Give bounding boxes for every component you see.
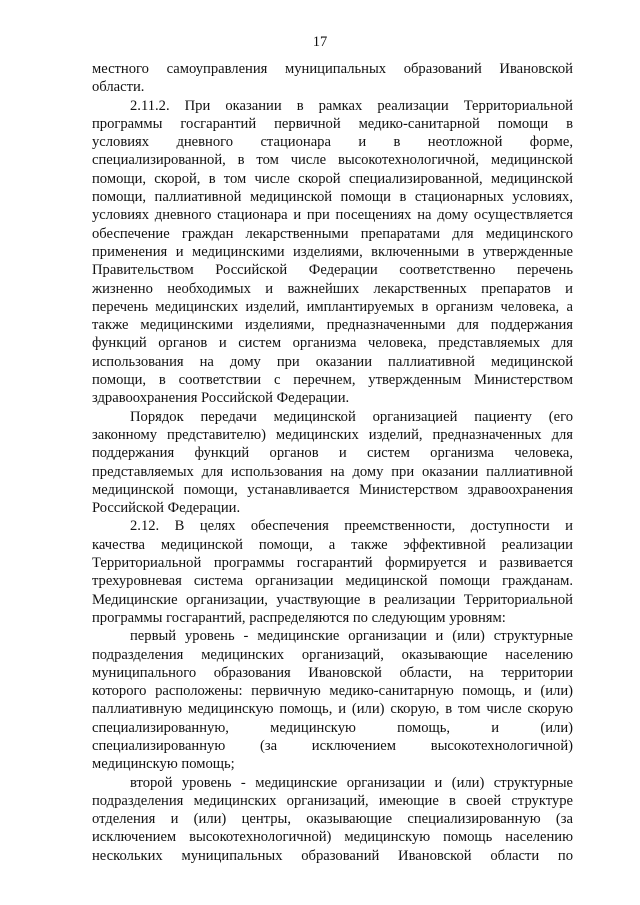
text-line: функций органов и систем организма человека, представляемых для (92, 335, 573, 352)
text-line: нескольких муниципальных образований Ивановской области по (92, 847, 573, 864)
text-line: помощи, паллиативной медицинской помощи в стационарных условиях, (92, 189, 573, 206)
text-line: второй уровень - медицинские организации и (или) структурные (130, 774, 573, 791)
text-line: законному представителю) медицинских изделий, предназначенных для (92, 426, 573, 443)
text-line: здравоохранения Российской Федерации. (92, 390, 350, 407)
text-line: первый уровень - медицинские организации и (или) структурные (130, 628, 573, 645)
text-line: программы госгарантий первичной медико-санитарной помощи в (92, 115, 573, 132)
text-line: специализированную (за исключением высокотехнологичной) (92, 737, 573, 754)
text-line: исключением высокотехнологичной) медицинскую помощь населению (92, 829, 573, 846)
text-line: паллиативную медицинскую помощь, и (или) скорую, в том числе скорую (92, 701, 573, 718)
text-line: области. (92, 79, 145, 96)
text-line: программы госгарантий, распределяются по следующим уровням: (92, 609, 506, 626)
text-line: перечень медицинских изделий, имплантируемых в организм человека, а (92, 298, 573, 315)
text-line: жизненно необходимых и важнейших лекарственных препаратов и (92, 280, 573, 297)
text-line: представляемых для использования на дому при оказании паллиативной (92, 463, 573, 480)
text-line: подразделения медицинских организаций, имеющие в своей структуре (92, 792, 573, 809)
text-line: применения и медицинскими изделиями, включенными в утвержденные (92, 243, 573, 260)
text-line: 2.11.2. При оказании в рамках реализации Территориальной (130, 97, 573, 114)
text-line: условиях дневного стационара и при посещениях на дому осуществляется (92, 207, 573, 224)
text-line: качества медицинской помощи, а также эффективной реализации (92, 536, 573, 553)
page-number: 17 (312, 34, 328, 50)
text-line: обеспечение граждан лекарственными препаратами для медицинского (92, 225, 573, 242)
text-line: отделения и (или) центры, оказывающие специализированную (за (92, 811, 573, 828)
text-line: 2.12. В целях обеспечения преемственности, доступности и (130, 518, 573, 535)
text-line: поддержания функций органов и систем организма человека, (92, 445, 573, 462)
text-line: медицинской помощи, устанавливается Министерством здравоохранения (92, 481, 573, 498)
text-line: специализированной, в том числе высокотехнологичной, медицинской (92, 152, 573, 169)
text-line: Территориальной программы госгарантий формируется и развивается (92, 555, 573, 572)
text-line: местного самоуправления муниципальных образований Ивановской (92, 61, 573, 77)
text-line: трехуровневая система организации медицинской помощи гражданам. (92, 573, 573, 590)
text-line: специализированную, медицинскую помощь, и (или) (92, 719, 573, 736)
text-line: Правительством Российской Федерации соответственно перечень (92, 262, 573, 279)
text-line: которого расположены: первичную медико-санитарную помощь, и (или) (92, 683, 573, 700)
text-line: использования на дому при оказании паллиативной медицинской (92, 353, 573, 370)
text-line: муниципального образования Ивановской области, на территории (92, 664, 573, 681)
text-line: Медицинские организации, участвующие в реализации Территориальной (92, 591, 573, 608)
text-line: Порядок передачи медицинской организацией пациенту (его (130, 408, 573, 425)
text-line: также медицинскими изделиями, предназначенными для поддержания (92, 317, 573, 334)
text-line: Российской Федерации. (92, 500, 241, 517)
text-line: условиях дневного стационара и в неотложной форме, (92, 134, 573, 151)
text-line: медицинскую помощь; (92, 756, 235, 773)
text-line: помощи, скорой, в том числе скорой специализированной, медицинской (92, 170, 573, 187)
document-body (92, 60, 573, 865)
text-line: помощи, в соответствии с перечнем, утвержденным Министерством (92, 372, 573, 389)
text-line: подразделения медицинских организаций, оказывающие населению (92, 646, 573, 663)
